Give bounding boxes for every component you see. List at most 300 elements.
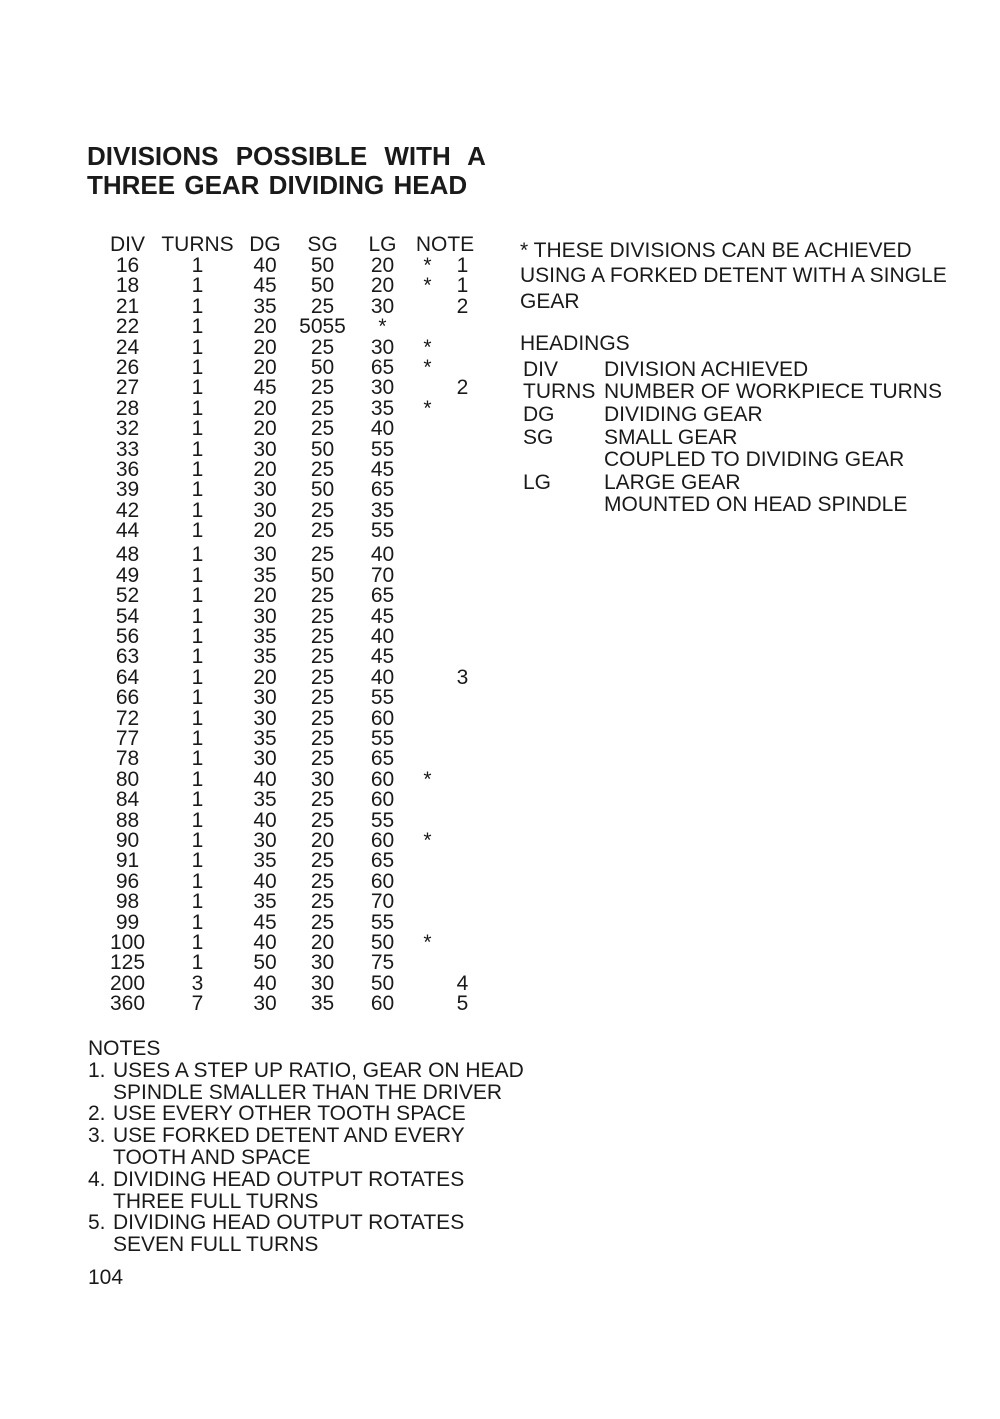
cell-lg: 30	[370, 335, 395, 359]
definition-text: MOUNTED ON HEAD SPINDLE	[604, 493, 908, 517]
note-text	[113, 1169, 524, 1213]
cell-turns: 1	[191, 274, 204, 298]
table-row	[100, 994, 480, 1014]
star-footnote	[520, 238, 947, 314]
cell-dg: 35	[253, 890, 277, 914]
cell-lg: 55	[370, 910, 395, 934]
cell-sg: 25	[310, 706, 335, 730]
cell-sg: 50	[310, 274, 335, 298]
cell-star: *	[423, 396, 432, 420]
cell-star	[410, 892, 445, 912]
cell-turns: 1	[191, 584, 204, 608]
cell-turns: 1	[191, 376, 204, 400]
cell-star	[410, 729, 445, 749]
cell-dg: 35	[253, 788, 277, 812]
cell-sg: 25	[310, 543, 335, 567]
cell-turns: 1	[191, 828, 204, 852]
note-text-line: USE FORKED DETENT AND EVERY	[113, 1124, 465, 1148]
cell-turns: 1	[191, 910, 204, 934]
cell-sg: 5055	[299, 315, 346, 339]
cell-star	[410, 521, 445, 541]
cell-star	[410, 566, 445, 586]
table-row	[100, 910, 480, 934]
cell-div: 49	[115, 563, 140, 587]
table-row	[100, 627, 480, 647]
cell-turns: 1	[191, 890, 204, 914]
table-row	[100, 457, 480, 481]
cell-lg: 65	[370, 355, 395, 379]
table-row	[100, 749, 480, 769]
cell-dg: 20	[253, 396, 277, 420]
cell-star: *	[423, 355, 432, 379]
cell-sg: 25	[310, 604, 335, 628]
cell-sg: 30	[310, 971, 335, 995]
cell-lg: 70	[370, 890, 395, 914]
cell-div: 36	[115, 457, 140, 481]
cell-note	[445, 586, 480, 606]
cell-sg: 25	[310, 625, 335, 649]
cell-sg: 30	[310, 951, 335, 975]
cell-note: 4	[456, 971, 469, 995]
table-row	[100, 665, 480, 689]
table-row	[100, 276, 480, 296]
definition-row	[523, 381, 947, 404]
cell-dg: 30	[253, 828, 277, 852]
cell-lg: 40	[370, 417, 395, 441]
definition-term	[523, 494, 604, 517]
cell-sg: 25	[310, 726, 335, 750]
note-text-line: SEVEN FULL TURNS	[113, 1233, 319, 1257]
cell-div: 96	[115, 869, 140, 893]
cell-note	[445, 647, 480, 667]
definition-row	[523, 359, 947, 382]
note-text-line: USE EVERY OTHER TOOTH SPACE	[113, 1102, 466, 1126]
cell-div: 32	[115, 417, 140, 441]
cell-note	[445, 521, 480, 541]
cell-dg: 35	[253, 849, 277, 873]
cell-turns: 1	[191, 726, 204, 750]
cell-lg: 60	[370, 788, 395, 812]
table-row	[100, 647, 480, 667]
cell-lg: 55	[370, 519, 395, 543]
note-item	[88, 1103, 524, 1125]
definition-row	[523, 404, 947, 427]
star-footnote-line: GEAR	[520, 289, 580, 313]
cell-turns: 1	[191, 951, 204, 975]
cell-note	[445, 892, 480, 912]
cell-dg: 40	[253, 930, 277, 954]
cell-note	[445, 872, 480, 892]
cell-sg: 30	[310, 767, 335, 791]
definition-term	[523, 449, 604, 472]
cell-star	[410, 851, 445, 871]
cell-star	[410, 545, 445, 565]
cell-sg: 25	[310, 910, 335, 934]
cell-star: *	[423, 254, 432, 277]
cell-dg: 45	[253, 910, 277, 934]
cell-dg: 35	[253, 294, 277, 318]
cell-div: 88	[115, 808, 140, 832]
cell-note	[445, 953, 480, 973]
table-row	[100, 767, 480, 791]
cell-turns: 1	[191, 788, 204, 812]
cell-div: 100	[109, 930, 146, 954]
cell-turns: 1	[191, 849, 204, 873]
cell-lg: 60	[370, 869, 395, 893]
cell-lg: 45	[370, 457, 395, 481]
cell-note: 1	[456, 254, 469, 277]
table-row	[100, 480, 480, 500]
cell-turns: 1	[191, 869, 204, 893]
cell-dg: 50	[253, 951, 277, 975]
cell-turns: 1	[191, 665, 204, 689]
cell-star	[410, 872, 445, 892]
cell-note	[445, 933, 480, 953]
cell-lg: 65	[370, 584, 395, 608]
note-number: 4.	[88, 1167, 106, 1191]
cell-lg: 45	[370, 604, 395, 628]
cell-star: *	[423, 335, 432, 359]
cell-note	[445, 851, 480, 871]
cell-turns: 1	[191, 478, 204, 502]
cell-lg: 30	[370, 376, 395, 400]
cell-dg: 30	[253, 478, 277, 502]
cell-star: *	[423, 828, 432, 852]
note-text-line: DIVIDING HEAD OUTPUT ROTATES	[113, 1167, 465, 1191]
cell-div: 66	[115, 686, 140, 710]
cell-dg: 40	[253, 971, 277, 995]
cell-star	[410, 688, 445, 708]
column-header-turns: TURNS	[161, 233, 234, 256]
cell-lg: 55	[370, 808, 395, 832]
cell-div: 56	[115, 625, 140, 649]
cell-star	[410, 709, 445, 729]
note-item	[88, 1125, 524, 1169]
table-row	[100, 396, 480, 420]
cell-sg: 25	[310, 584, 335, 608]
note-text-line: THREE FULL TURNS	[113, 1189, 319, 1213]
definition-term: LG	[523, 470, 552, 494]
cell-div: 16	[115, 254, 140, 277]
cell-lg: 65	[370, 747, 395, 771]
cell-sg: 25	[310, 869, 335, 893]
cell-lg: 75	[370, 951, 395, 975]
title-line-2: THREE GEAR DIVIDING HEAD	[87, 170, 468, 200]
cell-div: 125	[109, 951, 146, 975]
page-title	[87, 142, 486, 200]
cell-star	[410, 790, 445, 810]
cell-note	[445, 545, 480, 565]
table-row	[100, 335, 480, 359]
cell-note: 1	[456, 274, 469, 298]
cell-div: 63	[115, 645, 140, 669]
cell-div: 77	[115, 726, 140, 750]
cell-sg: 25	[310, 376, 335, 400]
definition-text: LARGE GEAR	[604, 470, 741, 494]
cell-dg: 45	[253, 376, 277, 400]
table-row	[100, 355, 480, 379]
cell-lg: 60	[370, 706, 395, 730]
title-line-1: DIVISIONS POSSIBLE WITH A	[87, 141, 486, 171]
cell-star	[410, 419, 445, 439]
definition-term: TURNS	[523, 380, 596, 404]
table-row	[100, 545, 480, 565]
column-header-dg: DG	[249, 233, 281, 256]
star-footnote-line: * THESE DIVISIONS CAN BE ACHIEVED	[520, 239, 912, 262]
cell-sg: 50	[310, 254, 335, 277]
cell-lg: 20	[370, 254, 395, 277]
cell-turns: 1	[191, 604, 204, 628]
cell-div: 80	[115, 767, 140, 791]
cell-div: 28	[115, 396, 140, 420]
cell-note	[445, 566, 480, 586]
note-text-line: TOOTH AND SPACE	[113, 1145, 311, 1169]
cell-note: 2	[456, 294, 469, 318]
cell-star: *	[423, 274, 432, 298]
note-item	[88, 1169, 524, 1213]
legend-column	[520, 238, 947, 517]
cell-star	[410, 811, 445, 831]
cell-note	[445, 709, 480, 729]
table-row	[100, 604, 480, 628]
table-header-row	[100, 234, 480, 256]
cell-note: 3	[456, 665, 469, 689]
cell-turns: 1	[191, 747, 204, 771]
cell-lg: 40	[370, 665, 395, 689]
page-number: 104	[88, 1266, 124, 1289]
cell-div: 42	[115, 498, 140, 522]
cell-star	[410, 647, 445, 667]
table-row	[100, 790, 480, 810]
notes-title: NOTES	[88, 1037, 161, 1060]
table-row	[100, 586, 480, 606]
notes-section	[88, 1038, 524, 1256]
cell-dg: 30	[253, 686, 277, 710]
cell-star	[410, 501, 445, 521]
cell-lg: 60	[370, 828, 395, 852]
table-row	[100, 317, 480, 337]
cell-sg: 25	[310, 665, 335, 689]
column-header-lg: LG	[368, 233, 397, 256]
note-text	[113, 1212, 524, 1256]
cell-note	[445, 419, 480, 439]
cell-div: 90	[115, 828, 140, 852]
cell-div: 200	[109, 971, 146, 995]
cell-turns: 1	[191, 563, 204, 587]
table-row	[100, 378, 480, 398]
cell-div: 84	[115, 788, 140, 812]
star-footnote-line: USING A FORKED DETENT WITH A SINGLE	[520, 264, 947, 288]
table-row	[100, 419, 480, 439]
table-row	[100, 930, 480, 954]
cell-lg: 60	[370, 992, 395, 1016]
cell-note	[445, 627, 480, 647]
cell-turns: 1	[191, 686, 204, 710]
cell-dg: 40	[253, 808, 277, 832]
cell-lg: 65	[370, 478, 395, 502]
table-row	[100, 892, 480, 912]
cell-star	[410, 460, 445, 480]
cell-note	[445, 317, 480, 337]
cell-dg: 30	[253, 706, 277, 730]
cell-div: 33	[115, 437, 140, 461]
notes-list	[88, 1060, 524, 1256]
note-text	[113, 1103, 524, 1125]
cell-dg: 20	[253, 355, 277, 379]
cell-dg: 35	[253, 563, 277, 587]
cell-div: 99	[115, 910, 140, 934]
table-row	[100, 828, 480, 852]
cell-star	[410, 953, 445, 973]
cell-dg: 40	[253, 254, 277, 277]
cell-dg: 30	[253, 437, 277, 461]
cell-star	[410, 994, 445, 1014]
headings-title: HEADINGS	[520, 331, 630, 355]
note-text	[113, 1125, 524, 1169]
table-row	[100, 706, 480, 730]
cell-sg: 25	[310, 396, 335, 420]
cell-turns: 1	[191, 808, 204, 832]
cell-star	[410, 480, 445, 500]
cell-dg: 20	[253, 457, 277, 481]
definition-text: SMALL GEAR	[604, 425, 738, 449]
definition-term: DIV	[523, 357, 559, 381]
cell-turns: 1	[191, 543, 204, 567]
cell-note	[445, 501, 480, 521]
cell-dg: 20	[253, 665, 277, 689]
cell-turns: 1	[191, 355, 204, 379]
cell-sg: 25	[310, 645, 335, 669]
cell-sg: 50	[310, 437, 335, 461]
cell-turns: 1	[191, 498, 204, 522]
cell-lg: 40	[370, 625, 395, 649]
cell-lg: 70	[370, 563, 395, 587]
cell-lg: 60	[370, 767, 395, 791]
cell-star	[410, 378, 445, 398]
definition-row	[523, 494, 947, 517]
cell-div: 54	[115, 604, 140, 628]
cell-star	[410, 749, 445, 769]
cell-star	[410, 974, 445, 994]
cell-div: 360	[109, 992, 146, 1016]
cell-lg: 35	[370, 396, 395, 420]
cell-note	[445, 338, 480, 358]
cell-note	[445, 913, 480, 933]
table-body	[100, 256, 480, 1014]
cell-dg: 30	[253, 543, 277, 567]
table-row	[100, 437, 480, 461]
note-item	[88, 1060, 524, 1104]
cell-sg: 35	[310, 992, 335, 1016]
cell-div: 24	[115, 335, 140, 359]
cell-star	[410, 668, 445, 688]
table-row	[100, 869, 480, 893]
cell-sg: 50	[310, 563, 335, 587]
table-row	[100, 851, 480, 871]
cell-note	[445, 480, 480, 500]
cell-div: 22	[115, 315, 140, 339]
table-row	[100, 498, 480, 522]
cell-turns: 1	[191, 706, 204, 730]
cell-sg: 25	[310, 519, 335, 543]
cell-lg: 65	[370, 849, 395, 873]
cell-sg: 25	[310, 294, 335, 318]
cell-star: *	[423, 767, 432, 791]
cell-note	[445, 831, 480, 851]
headings-definitions	[520, 359, 947, 517]
cell-note	[445, 607, 480, 627]
table-row	[100, 808, 480, 832]
cell-sg: 20	[310, 930, 335, 954]
cell-div: 21	[115, 294, 140, 318]
cell-note	[445, 790, 480, 810]
cell-turns: 1	[191, 315, 204, 339]
cell-note	[445, 749, 480, 769]
definition-row	[523, 449, 947, 472]
cell-div: 78	[115, 747, 140, 771]
definition-text: COUPLED TO DIVIDING GEAR	[604, 448, 905, 472]
table-row	[100, 521, 480, 541]
divisions-table	[100, 234, 480, 1014]
note-number: 3.	[88, 1124, 106, 1148]
definition-text: DIVISION ACHIEVED	[604, 357, 809, 381]
cell-lg: *	[378, 315, 387, 339]
cell-turns: 7	[191, 992, 204, 1016]
table-row	[100, 294, 480, 318]
table-row	[100, 256, 480, 276]
note-item	[88, 1212, 524, 1256]
table-row	[100, 971, 480, 995]
cell-dg: 35	[253, 645, 277, 669]
column-header-note: NOTE	[415, 233, 475, 256]
cell-dg: 40	[253, 869, 277, 893]
cell-note: 5	[456, 992, 469, 1016]
note-number: 5.	[88, 1211, 106, 1235]
cell-dg: 20	[253, 335, 277, 359]
cell-sg: 25	[310, 686, 335, 710]
cell-star	[410, 317, 445, 337]
cell-lg: 35	[370, 498, 395, 522]
note-number: 1.	[88, 1058, 106, 1082]
cell-lg: 55	[370, 686, 395, 710]
cell-note	[445, 811, 480, 831]
cell-lg: 20	[370, 274, 395, 298]
cell-sg: 25	[310, 417, 335, 441]
cell-lg: 55	[370, 726, 395, 750]
cell-lg: 40	[370, 543, 395, 567]
cell-sg: 25	[310, 849, 335, 873]
cell-lg: 45	[370, 645, 395, 669]
cell-turns: 1	[191, 930, 204, 954]
cell-sg: 25	[310, 808, 335, 832]
cell-note	[445, 358, 480, 378]
cell-star	[410, 607, 445, 627]
cell-sg: 20	[310, 828, 335, 852]
cell-turns: 1	[191, 335, 204, 359]
cell-div: 64	[115, 665, 140, 689]
cell-note	[445, 440, 480, 460]
cell-dg: 30	[253, 498, 277, 522]
cell-turns: 1	[191, 457, 204, 481]
cell-div: 27	[115, 376, 140, 400]
cell-div: 39	[115, 478, 140, 502]
cell-lg: 30	[370, 294, 395, 318]
cell-note: 2	[456, 376, 469, 400]
cell-star	[410, 297, 445, 317]
cell-div: 26	[115, 355, 140, 379]
note-text-line: USES A STEP UP RATIO, GEAR ON HEAD	[113, 1058, 524, 1082]
cell-dg: 20	[253, 315, 277, 339]
